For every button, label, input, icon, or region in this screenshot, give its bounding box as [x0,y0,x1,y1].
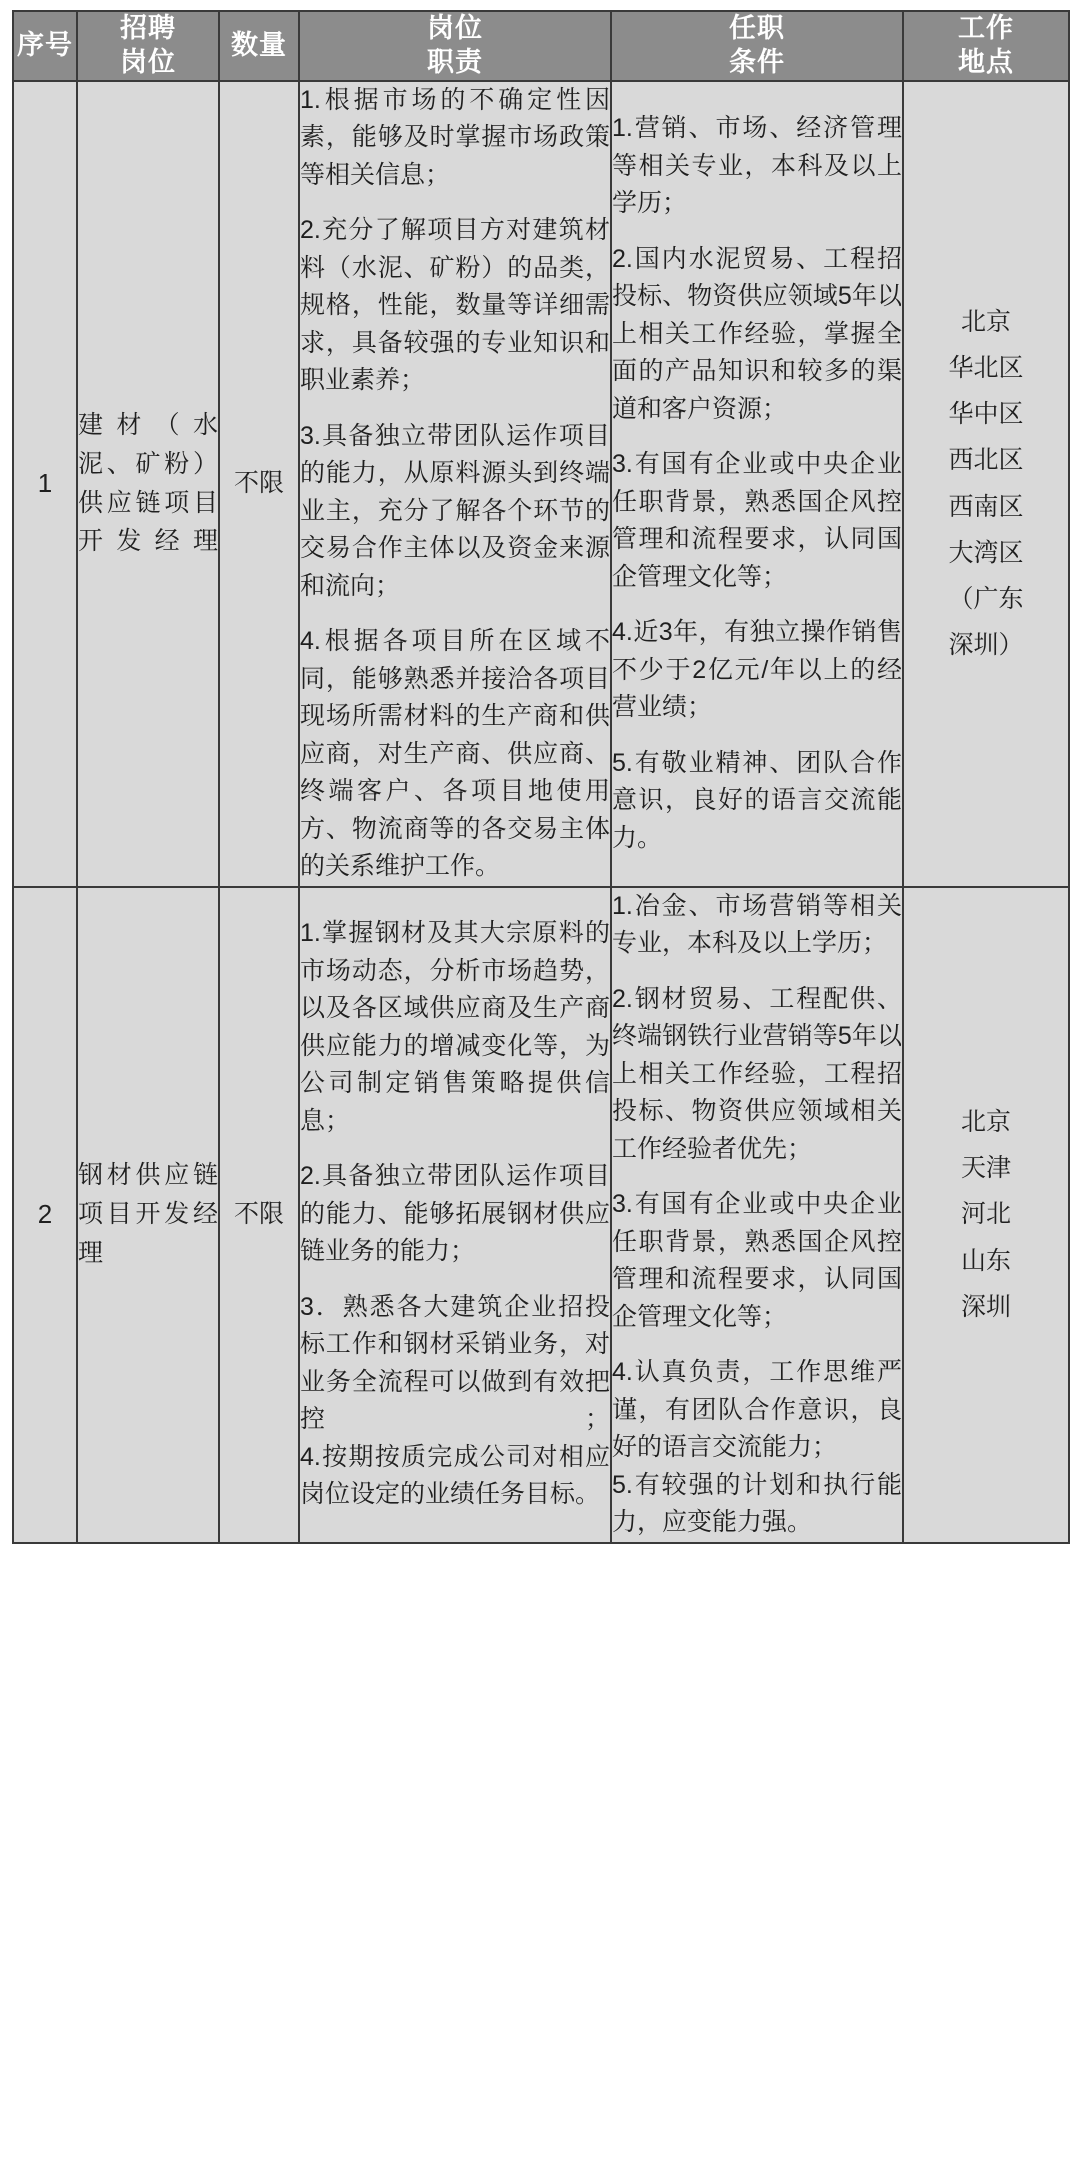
location-line: 大湾区 [948,538,1024,567]
recruitment-table [12,10,1070,1544]
cell-index: 1 [13,81,77,887]
cell-duties [299,81,611,887]
column-header-post: 招聘 岗位 [77,11,219,81]
requirement-paragraph: 4.认真负责，工作思维严谨，有团队合作意识，良好的语言交流能力； [612,1358,902,1461]
duty-paragraph: 1.掌握钢材及其大宗原料的市场动态，分析市场趋势，以及各区域供应商及生产商供应能力的增减变化等，为公司制定销售策略提供信息； [300,919,610,1135]
requirement-paragraph: 3.有国有企业或中央企业任职背景，熟悉国企风控管理和流程要求，认同国企管理文化等； [612,450,902,591]
requirement-paragraph: 2.钢材贸易、工程配供、终端钢铁行业营销等5年以上相关工作经验，工程招投标、物资供应领域相关工作经验者优先； [612,984,902,1163]
cell-post: 钢材供应链项目开发经理 [77,887,219,1543]
location-line: 北京 [960,1107,1011,1136]
table-body [13,81,1069,1543]
location-line: 深圳 [960,1292,1011,1321]
cell-locations [903,81,1069,887]
cell-requirements [611,81,903,887]
requirement-paragraph: 5.有敬业精神、团队合作意识，良好的语言交流能力。 [612,748,902,852]
location-line: 天津 [960,1154,1011,1183]
table-row [13,887,1069,1543]
location-line: 华北区 [948,353,1024,382]
duty-paragraph: 3．熟悉各大建筑企业招投标工作和钢材采销业务，对业务全流程可以做到有效把控； [300,1292,610,1434]
table-header [13,11,1069,81]
requirement-paragraph: 2.国内水泥贸易、工程招投标、物资供应领域5年以上相关工作经验，掌握全面的产品知识和较多的渠道和客户资源； [612,244,902,423]
duty-paragraph: 4.根据各项目所在区域不同，能够熟悉并接洽各项目现场所需材料的生产商和供应商，对生产商、供应商、终端客户、各项目地使用方、物流商等的各交易主体的关系维护工作。 [300,627,610,880]
location-line: 华中区 [948,400,1024,428]
cell-count: 不限 [219,81,299,887]
requirement-paragraph: 3.有国有企业或中央企业任职背景，熟悉国企风控管理和流程要求，认同国企管理文化等； [612,1190,902,1331]
cell-index: 2 [13,887,77,1543]
column-header-duty: 岗位 职责 [299,11,611,81]
cell-locations [903,887,1069,1543]
location-line: 河北 [960,1200,1011,1229]
requirement-paragraph: 4.近3年，有独立操作销售不少于2亿元/年以上的经营业绩； [612,618,902,721]
location-line: 深圳） [948,631,1024,660]
column-header-requirement: 任职 条件 [611,11,903,81]
cell-duties [299,887,611,1543]
column-header-count: 数量 [219,11,299,81]
location-line: 北京 [960,307,1011,336]
duty-paragraph: 4.按期按质完成公司对相应岗位设定的业绩任务目标。 [300,1442,610,1509]
requirement-paragraph: 1.冶金、市场营销等相关专业，本科及以上学历； [612,891,902,957]
cell-count: 不限 [219,887,299,1543]
table-row [13,81,1069,887]
cell-post: 建材（水泥、矿粉）供应链项目开发经理 [77,81,219,887]
duty-paragraph: 3.具备独立带团队运作项目的能力，从原料源头到终端业主，充分了解各个环节的交易合作主体以及资金来源和流向； [300,421,610,600]
cell-requirements [611,887,903,1543]
location-line: 西北区 [948,446,1024,475]
duty-paragraph: 2.充分了解项目方对建筑材料（水泥、矿粉）的品类，规格，性能，数量等详细需求，具备较强的专业知识和职业素养； [300,216,610,394]
requirement-paragraph: 1.营销、市场、经济管理等相关专业，本科及以上学历； [612,114,902,217]
duty-paragraph: 1.根据市场的不确定性因素，能够及时掌握市场政策等相关信息； [300,85,610,189]
duty-paragraph: 2.具备独立带团队运作项目的能力、能够拓展钢材供应链业务的能力； [300,1162,610,1266]
location-line: 山东 [960,1246,1011,1275]
table-header-row [13,11,1069,81]
column-header-location: 工作 地点 [903,11,1069,81]
requirement-paragraph: 5.有较强的计划和执行能力，应变能力强。 [612,1470,902,1536]
location-line: 西南区 [948,492,1024,521]
location-line: （广东 [948,585,1024,613]
column-header-index: 序号 [13,11,77,81]
